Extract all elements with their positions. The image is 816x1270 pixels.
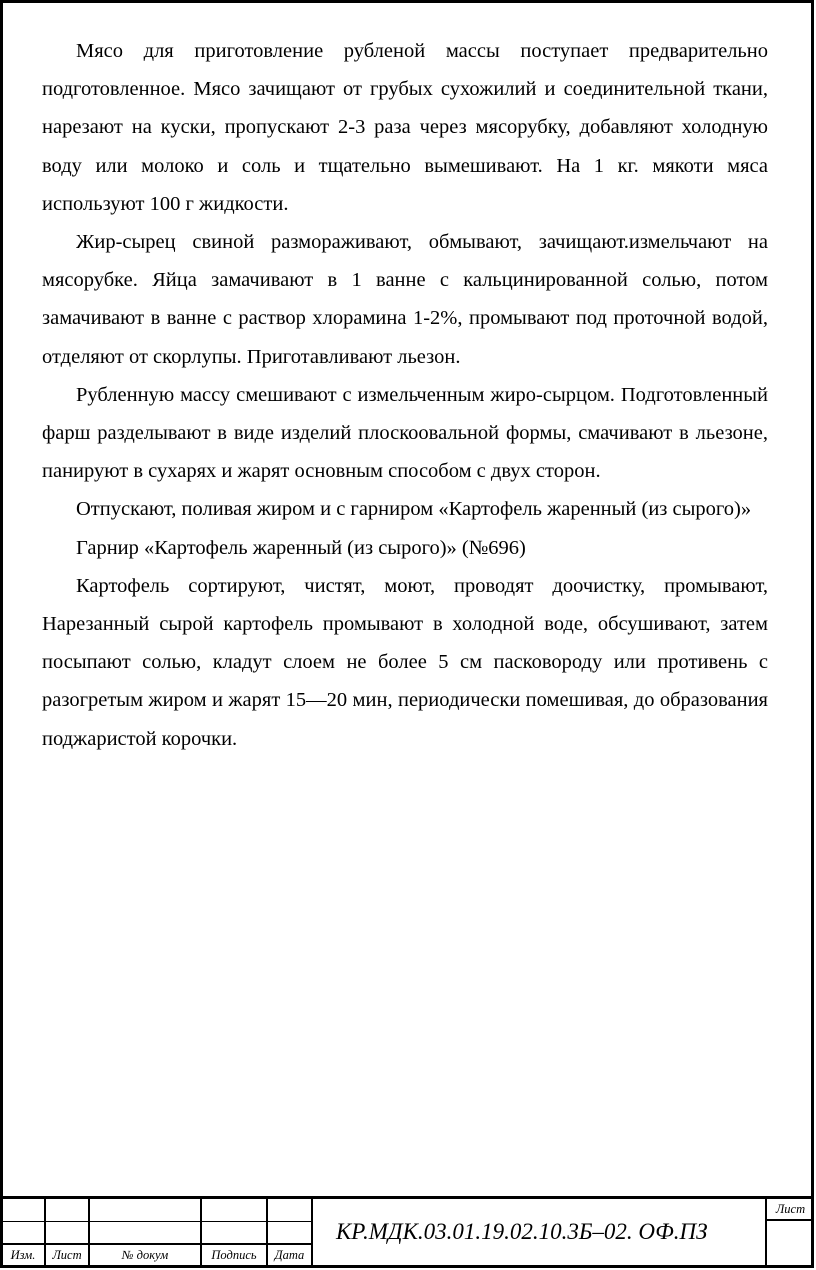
sheet-box-divider xyxy=(767,1219,814,1221)
column-label-list: Лист xyxy=(52,1248,82,1262)
grid-divider xyxy=(311,1199,313,1268)
paragraph-forming: Рубленную массу смешивают с измельченным жиро-сырцом. Подготовленный фарш разделывают в виде изделий плоскоовальной формы, смачивают в льезоне, панируют в сухарях и жарят основным способом с двух сторон. xyxy=(42,383,768,483)
paragraph-serving: Отпускают, поливая жиром и с гарниром «Картофель жаренный (из сырого)» xyxy=(76,498,752,521)
paragraph-garnish-title: Гарнир «Картофель жаренный (из сырого)» (№696) xyxy=(76,536,526,559)
title-block xyxy=(0,1196,814,1268)
title-block-grid xyxy=(0,1199,311,1268)
sheet-number-box xyxy=(765,1199,814,1268)
column-label-date: Дата xyxy=(274,1248,305,1262)
column-label-sign: Подпись xyxy=(211,1248,257,1262)
document-body xyxy=(42,32,768,758)
grid-row-line xyxy=(0,1221,311,1222)
paragraph-potato-prep: Картофель сортируют, чистят, моют, проводят доочистку, промывают, Нарезанный сырой картофель промывают в холодной воде, обсушивают, затем посыпают солью, кладут слоем не более 5 см пасковороду или противень с разогретым жиром и жарят 15—20 мин, периодически помешивая, до образования поджаристой корочки. xyxy=(42,574,768,750)
column-label-doc: № докум xyxy=(121,1248,169,1262)
paragraph-fat-eggs: Жир-сырец свиной размораживают, обмывают, зачищают.измельчают на мясорубке. Яйца замачивают в 1 ванне с кальцинированной солью, потом замачивают в ванне с раствор хлорамина 1-2%, промывают под проточной водой, отделяют от скорлупы. Приготавливают льезон. xyxy=(42,231,768,368)
sheet-label: Лист xyxy=(775,1202,806,1216)
document-code: КР.МДК.03.01.19.02.10.3Б–02. ОФ.ПЗ xyxy=(336,1219,708,1244)
paragraph-meat-prep: Мясо для приготовление рубленой массы поступает предварительно подготовленное. Мясо зачищают от грубых сухожилий и соединительной ткани, нарезают на куски, пропускают 2-3 раза через мясорубку, добавляют холодную воду или молоко и соль и тщательно вымешивают. На 1 кг. мякоти мяса используют 100 г жидкости. xyxy=(42,40,768,215)
column-label-izm: Изм. xyxy=(10,1248,36,1262)
